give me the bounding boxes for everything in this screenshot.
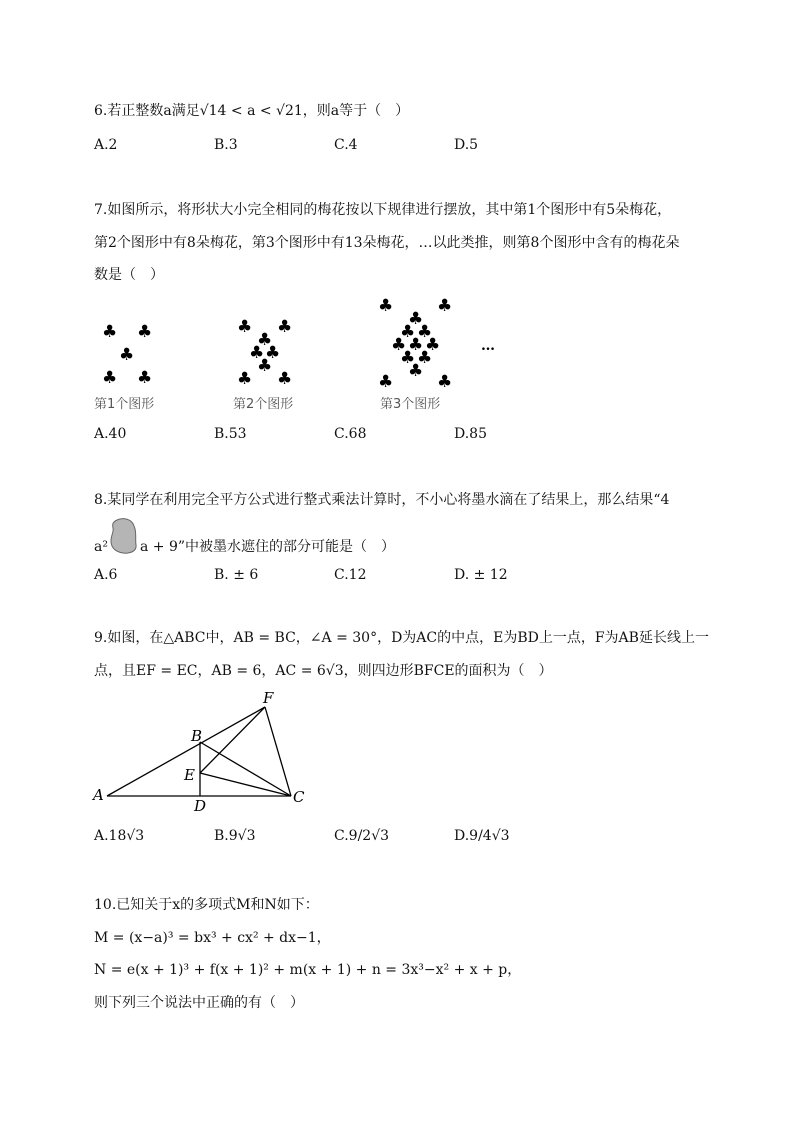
club-icon: ♣ [102, 322, 118, 342]
club-icon: ♣ [249, 343, 265, 363]
club-icon: ♣ [408, 309, 424, 329]
point-f-label: F [263, 690, 274, 707]
q7-stem-line1: 7.如图所示，将形状大小完全相同的梅花按以下规律进行摆放，其中第1个图形中有5朵梅花， [94, 202, 672, 218]
q7-option-a: A.40 [94, 426, 127, 442]
q10-question: 则下列三个说法中正确的有（ ） [94, 995, 304, 1011]
q7-option-c: C.68 [334, 426, 367, 442]
club-icon: ♣ [119, 345, 135, 365]
club-icon: ♣ [137, 322, 153, 342]
q9-stem-line2: 点，且EF = EC，AB = 6，AC = 6√3，则四边形BFCE的面积为（ ） [94, 663, 553, 679]
club-icon: ♣ [277, 369, 293, 389]
club-icon: ♣ [400, 348, 416, 368]
q6-option-d: D.5 [454, 137, 479, 153]
point-a-label: A [93, 786, 104, 804]
point-b-label: B [191, 727, 203, 745]
q10-stem: 10.已知关于x的多项式M和N如下： [94, 897, 319, 913]
q9-option-a: A.18√3 [94, 828, 145, 844]
figure-3-caption: 第3个图形 [380, 397, 441, 412]
q6-option-a: A.2 [94, 137, 118, 153]
club-icon: ♣ [237, 369, 253, 389]
club-icon: ♣ [378, 296, 394, 316]
q8-option-d: D. ± 12 [454, 567, 508, 583]
club-icon: ♣ [378, 372, 394, 392]
q9-option-b: B.9√3 [214, 828, 256, 844]
triangle-figure [85, 690, 325, 820]
q7-stem-line2: 第2个图形中有8朵梅花，第3个图形中有13朵梅花，…以此类推，则第8个图形中含有的梅花朵 [94, 235, 680, 251]
club-icon: ♣ [277, 317, 293, 337]
point-c-label: C [293, 788, 305, 806]
q7-option-d: D.85 [454, 426, 487, 442]
q9-stem-line1: 9.如图，在△ABC中，AB = BC，∠A = 30°，D为AC的中点，E为BD上一点，F为AB延长线上一 [94, 630, 709, 646]
q6-option-b: B.3 [214, 137, 238, 153]
club-icon: ♣ [102, 368, 118, 388]
ink-blot-icon [108, 517, 138, 555]
club-icon: ♣ [257, 356, 273, 376]
club-icon: ♣ [417, 348, 433, 368]
figure-1-caption: 第1个图形 [94, 397, 155, 412]
q8-stem-a2: a² [94, 539, 108, 555]
club-icon: ♣ [437, 372, 453, 392]
club-icon: ♣ [137, 368, 153, 388]
q7-stem-line3: 数是（ ） [94, 267, 164, 283]
club-icon: ♣ [417, 322, 433, 342]
club-icon: ♣ [237, 317, 253, 337]
q6-option-c: C.4 [334, 137, 358, 153]
q8-option-a: A.6 [94, 567, 118, 583]
club-icon: ♣ [425, 335, 441, 355]
club-icon: ♣ [400, 322, 416, 342]
club-icon: ♣ [265, 343, 281, 363]
club-icon: ♣ [408, 335, 424, 355]
figure-2-caption: 第2个图形 [233, 397, 294, 412]
point-e-label: E [184, 766, 195, 784]
q8-option-b: B. ± 6 [214, 567, 259, 583]
club-icon: ♣ [437, 296, 453, 316]
club-icon: ♣ [408, 361, 424, 381]
q8-option-c: C.12 [334, 567, 367, 583]
q8-stem-line1: 8.某同学在利用完全平方公式进行整式乘法计算时，不小心将墨水滴在了结果上，那么结果“4 [94, 492, 670, 508]
club-icon: ♣ [257, 330, 273, 350]
q9-option-c: C.9/2√3 [334, 828, 390, 844]
q10-equation-m: M = (x−a)³ = bx³ + cx² + dx−1， [94, 930, 331, 946]
q6-stem: 6.若正整数a满足√14 < a < √21，则a等于（ ） [94, 103, 410, 119]
club-icon: ♣ [391, 335, 407, 355]
q7-option-b: B.53 [214, 426, 247, 442]
q10-equation-n: N = e(x + 1)³ + f(x + 1)² + m(x + 1) + n = 3x³−x² + x + p， [94, 962, 522, 978]
q8-stem-rest: a + 9”中被墨水遮住的部分可能是（ ） [140, 539, 396, 555]
q9-option-d: D.9/4√3 [454, 828, 510, 844]
point-d-label: D [194, 797, 207, 815]
ellipsis: … [481, 338, 495, 354]
